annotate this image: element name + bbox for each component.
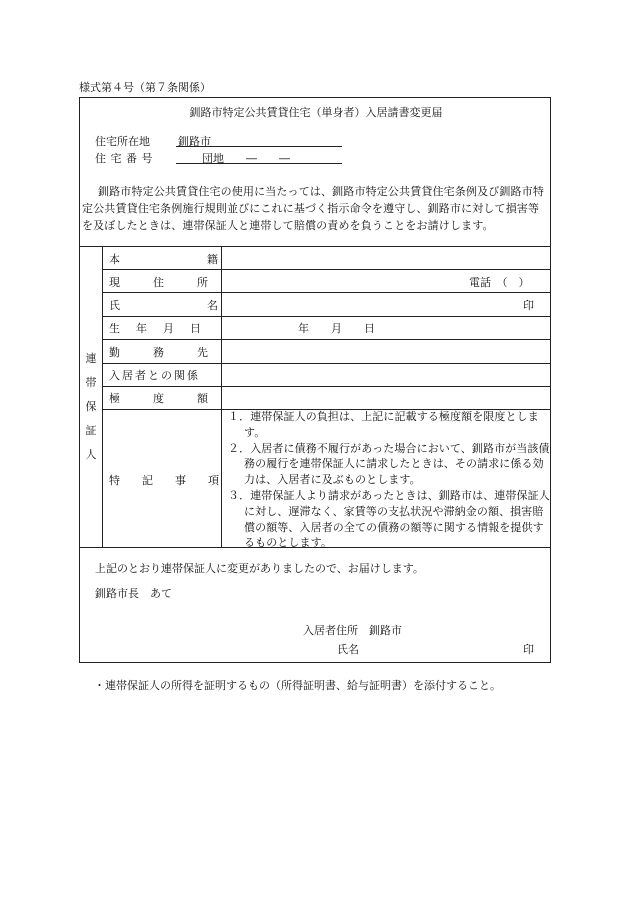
note-item: ２．入居者に債務不履行があった場合において、釧路市が当該債務の履行を連帯保証人に請求したときは、その請求に係る効力は、入居者に及ぶものとします。 bbox=[228, 441, 550, 487]
form-frame bbox=[79, 97, 551, 663]
form-number: 様式第４号（第７条関係） bbox=[79, 81, 211, 94]
heading-divider bbox=[102, 246, 103, 547]
label-birthdate: 生年月日 bbox=[109, 322, 217, 335]
number-value[interactable]: 団地 ― ― bbox=[202, 152, 290, 165]
addressee: 釧路市長 あて bbox=[95, 587, 172, 600]
address-underline bbox=[176, 146, 342, 147]
label-special: 特記事項 bbox=[109, 474, 241, 487]
birthdate-value: 年 月 日 bbox=[298, 322, 375, 335]
tenant-address-label: 入居者住所 釧路市 bbox=[303, 624, 402, 637]
label-domicile: 本籍 bbox=[109, 253, 305, 266]
table-top-line bbox=[80, 246, 550, 247]
row-line bbox=[102, 363, 550, 364]
number-underline bbox=[176, 163, 342, 164]
label-name: 氏名 bbox=[109, 299, 305, 312]
row-line bbox=[102, 292, 550, 293]
heading-char: 証 bbox=[85, 424, 97, 437]
tenant-name-label: 氏名 bbox=[337, 643, 359, 656]
heading-char: 保 bbox=[85, 400, 97, 413]
label-limit: 極度額 bbox=[109, 392, 241, 405]
form-title: 釧路市特定公共賃貸住宅（単身者）入居請書変更届 bbox=[189, 106, 443, 119]
closing-text: 上記のとおり連帯保証人に変更がありましたので、お届けします。 bbox=[95, 562, 424, 575]
phone-label: 電話 （ ） bbox=[469, 276, 530, 289]
label-relation: 入居者との関係 bbox=[109, 369, 200, 382]
number-label: 住宅番号 bbox=[95, 152, 157, 165]
address-value[interactable]: 釧路市 bbox=[178, 135, 211, 148]
intro-paragraph: 釧路市特定公共賃貸住宅の使用に当たっては、釧路市特定公共賃貸住宅条例及び釧路市特定公共賃貸住宅条例施行規則並びにこれに基づく指示命令を遵守し、釧路市に対して損害等を及ぼしたときは、連帯保証人と連帯して賠償の責めを負うことをお請けします。 bbox=[82, 185, 544, 232]
heading-char: 帯 bbox=[85, 376, 97, 389]
heading-char: 人 bbox=[85, 448, 97, 461]
note-item: ３．連帯保証人より請求があったときは、釧路市は、連帯保証人に対し、遅滞なく、家賃等の支払状況や滞納金の額、損害賠償の額等、入居者の全ての債務の額等に関する情報を提供するものとします。 bbox=[228, 488, 550, 550]
seal-mark: 印 bbox=[523, 299, 534, 312]
label-workplace: 勤務先 bbox=[109, 346, 241, 359]
row-line bbox=[102, 269, 550, 270]
guarantor-heading bbox=[81, 347, 101, 467]
row-line bbox=[102, 339, 550, 340]
footnote: ・連帯保証人の所得を証明するもの（所得証明書、給与証明書）を添付すること。 bbox=[94, 679, 501, 692]
note-item: １．連帯保証人の負担は、上記に記載する極度額を限度とします。 bbox=[228, 410, 539, 439]
tenant-seal: 印 bbox=[523, 643, 534, 656]
row-line bbox=[102, 386, 550, 387]
special-notes bbox=[228, 409, 550, 551]
address-label: 住宅所在地 bbox=[95, 135, 150, 148]
heading-char: 連 bbox=[85, 352, 97, 365]
label-current-address: 現住所 bbox=[109, 276, 241, 289]
row-line bbox=[102, 316, 550, 317]
